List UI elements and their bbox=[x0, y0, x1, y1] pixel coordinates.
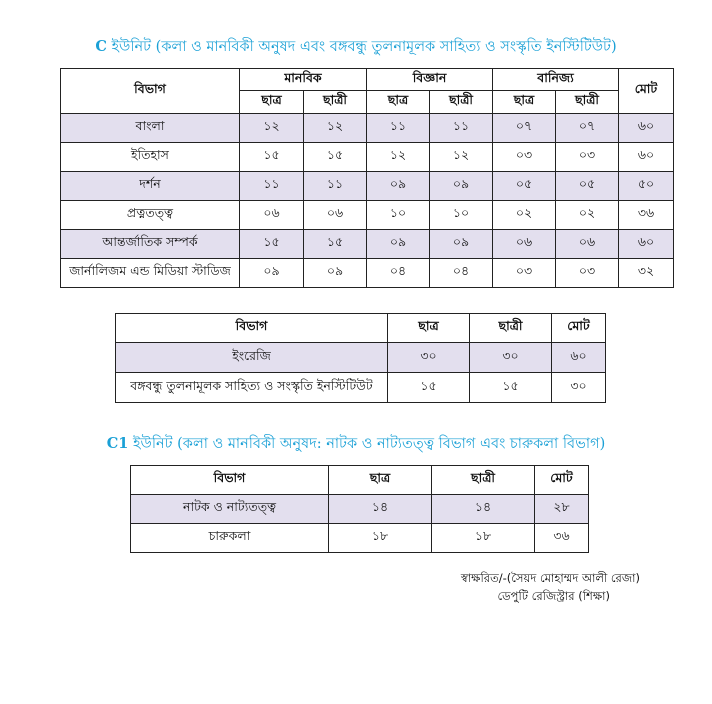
seat-cell: ০৯ bbox=[367, 230, 430, 259]
male-header: ছাত্র bbox=[367, 91, 430, 114]
seat-cell: ১৪ bbox=[329, 495, 432, 524]
male-header: ছাত্র bbox=[240, 91, 304, 114]
female-header: ছাত্রী bbox=[556, 91, 619, 114]
seat-cell: ১৫ bbox=[240, 143, 304, 172]
male-header: ছাত্র bbox=[329, 466, 432, 495]
seat-cell: ০৭ bbox=[493, 114, 556, 143]
total-cell: ৩৬ bbox=[619, 201, 674, 230]
table-row bbox=[61, 259, 674, 288]
c-unit-secondary-table bbox=[115, 313, 606, 403]
c-unit-heading bbox=[0, 36, 712, 60]
seat-cell: ১০ bbox=[430, 201, 493, 230]
c-unit-heading-text: ইউনিট (কলা ও মানবিকী অনুষদ এবং বঙ্গবন্ধু তুলনামূলক সাহিত্য ও সংস্কৃতি ইনস্টিটিউট) bbox=[111, 39, 617, 55]
dept-cell: চারুকলা bbox=[131, 524, 329, 553]
seat-cell: ১১ bbox=[304, 172, 367, 201]
male-header: ছাত্র bbox=[388, 314, 470, 343]
seat-cell: ০৯ bbox=[430, 172, 493, 201]
total-cell: ৫০ bbox=[619, 172, 674, 201]
seat-cell: ০৪ bbox=[430, 259, 493, 288]
group-header-commerce: বানিজ্য bbox=[493, 69, 619, 91]
seat-cell: ০২ bbox=[493, 201, 556, 230]
table-row bbox=[61, 172, 674, 201]
seat-cell: ০৪ bbox=[367, 259, 430, 288]
seat-cell: ১১ bbox=[240, 172, 304, 201]
total-cell: ৩৬ bbox=[535, 524, 589, 553]
dept-cell: বাংলা bbox=[61, 114, 240, 143]
total-cell: ৬০ bbox=[619, 143, 674, 172]
dept-header: বিভাগ bbox=[131, 466, 329, 495]
table-row bbox=[61, 143, 674, 172]
total-cell: ৬০ bbox=[619, 230, 674, 259]
seat-cell: ০৯ bbox=[240, 259, 304, 288]
group-header-science: বিজ্ঞান bbox=[367, 69, 493, 91]
dept-cell: দর্শন bbox=[61, 172, 240, 201]
seat-cell: ০৯ bbox=[304, 259, 367, 288]
total-header: মোট bbox=[535, 466, 589, 495]
c-unit-table bbox=[60, 68, 674, 288]
female-header: ছাত্রী bbox=[304, 91, 367, 114]
seat-cell: ১১ bbox=[430, 114, 493, 143]
seat-cell: ১২ bbox=[430, 143, 493, 172]
seat-cell: ০৩ bbox=[493, 259, 556, 288]
seat-cell: ০৩ bbox=[556, 259, 619, 288]
table-row bbox=[61, 230, 674, 259]
total-header: মোট bbox=[552, 314, 606, 343]
seat-cell: ০৫ bbox=[493, 172, 556, 201]
female-header: ছাত্রী bbox=[430, 91, 493, 114]
seat-cell: ১১ bbox=[367, 114, 430, 143]
dept-cell: আন্তর্জাতিক সম্পর্ক bbox=[61, 230, 240, 259]
seat-cell: ০৬ bbox=[304, 201, 367, 230]
seat-cell: ১৫ bbox=[470, 373, 552, 403]
signature-line: স্বাক্ষরিত/-(সৈয়দ মোহাম্মদ আলী রেজা) bbox=[460, 571, 640, 585]
female-header: ছাত্রী bbox=[432, 466, 535, 495]
seat-cell: ১৫ bbox=[240, 230, 304, 259]
female-header: ছাত্রী bbox=[470, 314, 552, 343]
seat-cell: ০৫ bbox=[556, 172, 619, 201]
c1-unit-heading bbox=[0, 433, 712, 457]
total-cell: ৬০ bbox=[619, 114, 674, 143]
seat-cell: ০৩ bbox=[493, 143, 556, 172]
seat-cell: ১২ bbox=[304, 114, 367, 143]
table-row bbox=[61, 201, 674, 230]
seat-cell: ১০ bbox=[367, 201, 430, 230]
seat-cell: ১৮ bbox=[329, 524, 432, 553]
total-cell: ৩২ bbox=[619, 259, 674, 288]
c1-unit-heading-text: ইউনিট (কলা ও মানবিকী অনুষদ: নাটক ও নাট্যতত্ত্ব বিভাগ এবং চারুকলা বিভাগ) bbox=[133, 436, 606, 452]
seat-cell: ১২ bbox=[240, 114, 304, 143]
dept-header: বিভাগ bbox=[61, 69, 240, 114]
seat-cell: ১৮ bbox=[432, 524, 535, 553]
seat-cell: ১৫ bbox=[388, 373, 470, 403]
seat-cell: ০৯ bbox=[367, 172, 430, 201]
seat-cell: ০২ bbox=[556, 201, 619, 230]
seat-cell: ১৫ bbox=[304, 143, 367, 172]
dept-header: বিভাগ bbox=[116, 314, 388, 343]
table-row bbox=[131, 495, 589, 524]
dept-cell: প্রত্নতত্ত্ব bbox=[61, 201, 240, 230]
seat-cell: ১২ bbox=[367, 143, 430, 172]
dept-cell: বঙ্গবন্ধু তুলনামূলক সাহিত্য ও সংস্কৃতি ইনস্টিটিউট bbox=[116, 373, 388, 403]
dept-cell: ইতিহাস bbox=[61, 143, 240, 172]
c-unit-code: C bbox=[95, 38, 107, 55]
seat-cell: ৩০ bbox=[470, 343, 552, 373]
seat-cell: ৩০ bbox=[388, 343, 470, 373]
seat-cell: ০৬ bbox=[493, 230, 556, 259]
table-row bbox=[61, 114, 674, 143]
group-header-humanities: মানবিক bbox=[240, 69, 367, 91]
seat-cell: ০৩ bbox=[556, 143, 619, 172]
seat-cell: ১৪ bbox=[432, 495, 535, 524]
seat-cell: ১৫ bbox=[304, 230, 367, 259]
table-row bbox=[131, 524, 589, 553]
c1-unit-table bbox=[130, 465, 589, 553]
table-row bbox=[116, 343, 606, 373]
dept-cell: জার্নালিজম এন্ড মিডিয়া স্টাডিজ bbox=[61, 259, 240, 288]
seat-cell: ০৯ bbox=[430, 230, 493, 259]
dept-cell: ইংরেজি bbox=[116, 343, 388, 373]
table-row bbox=[116, 373, 606, 403]
total-cell: ৬০ bbox=[552, 343, 606, 373]
c1-unit-code: C1 bbox=[106, 435, 129, 452]
total-header: মোট bbox=[619, 69, 674, 114]
dept-cell: নাটক ও নাট্যতত্ত্ব bbox=[131, 495, 329, 524]
total-cell: ২৮ bbox=[535, 495, 589, 524]
signatory-designation: ডেপুটি রেজিস্ট্রার (শিক্ষা) bbox=[497, 589, 610, 603]
seat-cell: ০৬ bbox=[240, 201, 304, 230]
seat-cell: ০৭ bbox=[556, 114, 619, 143]
seat-cell: ০৬ bbox=[556, 230, 619, 259]
male-header: ছাত্র bbox=[493, 91, 556, 114]
total-cell: ৩০ bbox=[552, 373, 606, 403]
